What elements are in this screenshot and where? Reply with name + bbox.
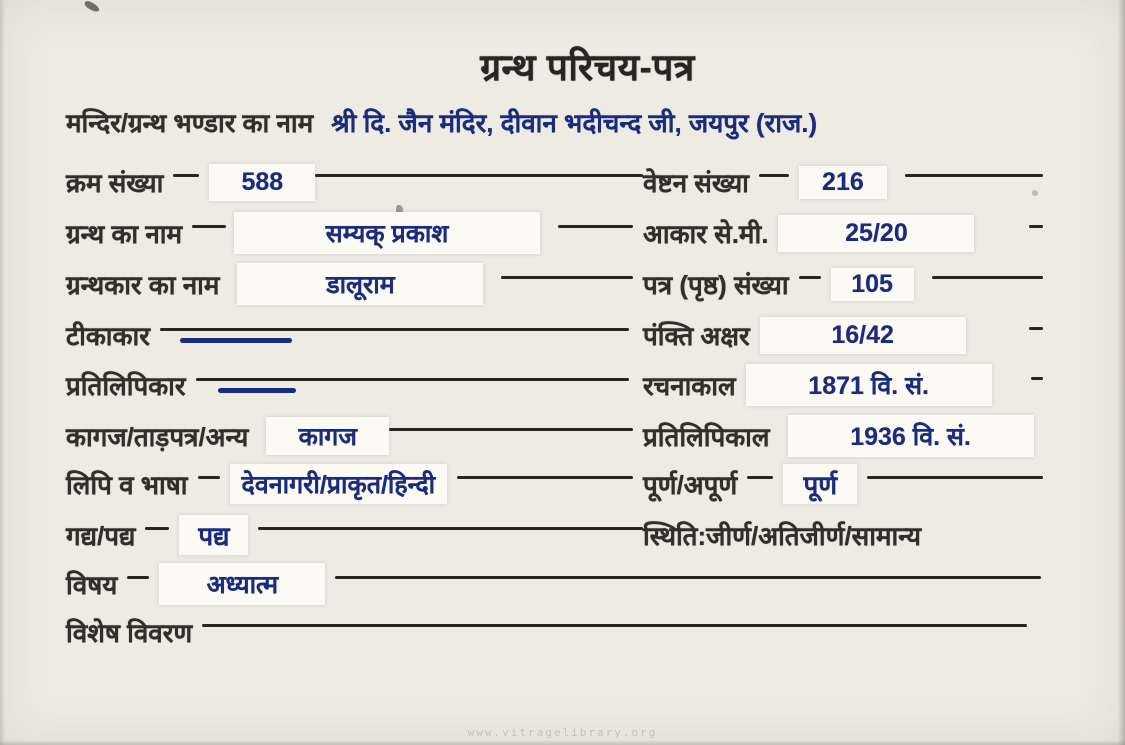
field-value-lines-chars: 16/42 xyxy=(760,317,966,354)
page-title: ग्रन्थ परिचय-पत्र xyxy=(480,47,695,88)
field-label-subject: विषय xyxy=(66,570,118,600)
row-material-copydate xyxy=(66,414,1043,458)
field-label-granth-name: ग्रन्थ का नाम xyxy=(66,219,183,249)
scan-edge-bottom xyxy=(0,740,1125,745)
scan-edge-left xyxy=(0,0,5,745)
row-prose-condition xyxy=(66,513,1043,557)
field-value-author: डालूराम xyxy=(237,263,483,305)
row-copyist-composition xyxy=(66,363,1043,407)
field-label-bundle-no: वेष्टन संख्या xyxy=(643,168,749,198)
field-label-author: ग्रन्थकार का नाम xyxy=(66,270,220,300)
field-label-page-count: पत्र (पृष्ठ) संख्या xyxy=(643,270,789,300)
field-value-page-count: 105 xyxy=(831,268,914,301)
scan-speck xyxy=(83,0,100,13)
field-label-condition: स्थिति:जीर्ण/अतिजीर्ण/सामान्य xyxy=(643,521,922,551)
row-commentator-lines xyxy=(66,313,1043,357)
field-label-prose-verse: गद्य/पद्य xyxy=(66,521,136,551)
row-special-details xyxy=(66,610,1043,654)
field-label-composition-date: रचनाकाल xyxy=(643,371,736,401)
field-value-granth-name: सम्यक् प्रकाश xyxy=(234,212,540,254)
field-label-commentator: टीकाकार xyxy=(66,321,150,351)
field-label-special-details: विशेष विवरण xyxy=(66,618,193,648)
field-label-serial-no: क्रम संख्या xyxy=(66,168,164,198)
row-subject xyxy=(66,562,1043,606)
field-label-lines-chars: पंक्ति अक्षर xyxy=(643,321,750,351)
field-label-script-language: लिपि व भाषा xyxy=(66,470,188,500)
row-bhandar-name xyxy=(66,100,1043,144)
row-granth-size xyxy=(66,211,1043,255)
field-label-bhandar: मन्दिर/ग्रन्थ भण्डार का नाम xyxy=(66,108,314,138)
field-label-size-cm: आकार से.मी. xyxy=(643,219,769,249)
field-value-subject: अध्यात्म xyxy=(159,563,325,605)
row-author-pages xyxy=(66,262,1043,306)
field-value-prose-verse: पद्य xyxy=(179,515,248,555)
field-value-composition-date: 1871 वि. सं. xyxy=(746,364,992,406)
field-value-material: कागज xyxy=(266,417,389,455)
field-label-material: कागज/ताड़पत्र/अन्य xyxy=(66,422,249,452)
row-script-completeness xyxy=(66,462,1043,506)
field-value-copyist-blank xyxy=(196,375,633,395)
field-value-bhandar: श्री दि. जैन मंदिर, दीवान भदीचन्द जी, जयपुर (राज.) xyxy=(331,108,818,138)
field-label-copyist: प्रतिलिपिकार xyxy=(66,371,186,401)
watermark: www.vitragelibrary.org xyxy=(467,726,658,739)
field-label-copy-date: प्रतिलिपिकाल xyxy=(643,422,770,452)
field-value-copy-date: 1936 वि. सं. xyxy=(788,415,1034,457)
field-value-completeness: पूर्ण xyxy=(783,464,857,504)
row-serial-bundle xyxy=(66,160,1043,204)
field-value-commentator-blank xyxy=(160,325,633,345)
scan-edge-right xyxy=(1118,0,1125,745)
field-value-script-language: देवनागरी/प्राकृत/हिन्दी xyxy=(230,464,448,504)
field-value-size-cm: 25/20 xyxy=(778,215,974,252)
field-label-completeness: पूर्ण/अपूर्ण xyxy=(643,470,738,500)
field-value-serial-no: 588 xyxy=(209,164,315,201)
field-value-special-details-blank xyxy=(202,624,1027,627)
field-value-bundle-no: 216 xyxy=(799,166,887,199)
